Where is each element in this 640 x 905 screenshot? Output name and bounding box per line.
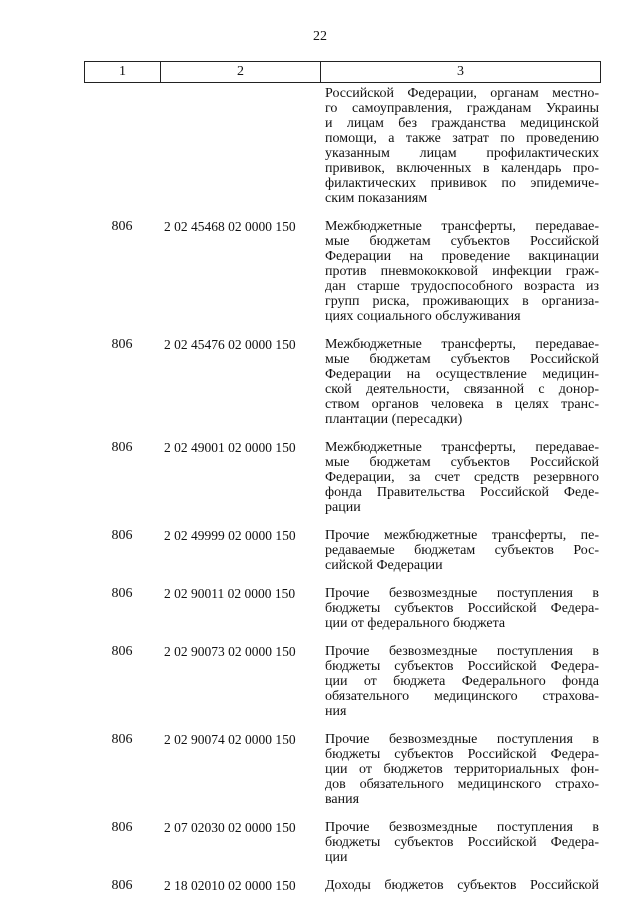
description-cell xyxy=(320,732,601,807)
description-cell xyxy=(320,528,601,573)
description-line: Федерации на осуществление медицин- xyxy=(325,367,599,382)
kbk-cell: 2 02 90011 02 0000 150 xyxy=(164,586,296,601)
description-line: групп риска, проживающих в организа- xyxy=(325,294,599,309)
table-row xyxy=(84,732,601,807)
description-line: ским показаниям xyxy=(325,191,428,206)
description-cell xyxy=(320,440,601,515)
table-row xyxy=(84,528,601,573)
description-cell xyxy=(320,820,601,865)
description-line: Федерации на проведение вакцинации xyxy=(325,249,599,264)
kbk-cell xyxy=(160,86,320,206)
description-line: Федерации, за счет средств резервного xyxy=(325,470,599,485)
description-line: бюджеты субъектов Российской Федера- xyxy=(325,601,599,616)
description-cell xyxy=(320,586,601,631)
header-col-3: 3 xyxy=(457,64,464,79)
description-line: ством органов человека в целях транс- xyxy=(325,397,599,412)
table-row xyxy=(84,219,601,324)
description-cell xyxy=(320,219,601,324)
description-line: Доходы бюджетов субъектов Российской xyxy=(325,878,599,893)
description-line: Прочие межбюджетные трансферты, пе- xyxy=(325,528,599,543)
kbk-cell: 2 07 02030 02 0000 150 xyxy=(164,820,296,835)
description-line: редаваемые бюджетам субъектов Рос- xyxy=(325,543,599,558)
admin-code-cell: 806 xyxy=(111,528,133,543)
description-line: ции от бюджетов территориальных фон- xyxy=(325,762,599,777)
kbk-cell: 2 02 49001 02 0000 150 xyxy=(164,440,296,455)
description-line: прививок, включенных в календарь про- xyxy=(325,161,599,176)
description-line: Российской Федерации, органам местно- xyxy=(325,86,599,101)
description-line: ции от федерального бюджета xyxy=(325,616,506,631)
table-row xyxy=(84,644,601,719)
description-line: бюджеты субъектов Российской Федера- xyxy=(325,659,599,674)
table-body xyxy=(84,86,601,893)
header-col-2: 2 xyxy=(161,62,321,82)
description-line: Межбюджетные трансферты, передавае- xyxy=(325,440,599,455)
description-line: мые бюджетам субъектов Российской xyxy=(325,352,599,367)
page-number: 22 xyxy=(313,29,327,44)
table-row xyxy=(84,337,601,427)
description-line: фонда Правительства Российской Феде- xyxy=(325,485,599,500)
description-line: указанным лицам профилактических xyxy=(325,146,599,161)
description-line: ции xyxy=(325,850,348,865)
description-cell xyxy=(320,878,601,893)
description-cell xyxy=(320,644,601,719)
description-line: Межбюджетные трансферты, передавае- xyxy=(325,219,599,234)
table-row xyxy=(84,586,601,631)
description-line: мые бюджетам субъектов Российской xyxy=(325,455,599,470)
kbk-cell: 2 02 45468 02 0000 150 xyxy=(164,219,296,234)
description-line: Межбюджетные трансферты, передавае- xyxy=(325,337,599,352)
admin-code-cell: 806 xyxy=(111,219,133,234)
description-line: ния xyxy=(325,704,347,719)
description-line: дан старше трудоспособного возраста из xyxy=(325,279,599,294)
admin-code-cell: 806 xyxy=(111,337,133,352)
kbk-cell: 2 02 90074 02 0000 150 xyxy=(164,732,296,747)
table-header xyxy=(84,61,601,83)
description-line: дов обязательного медицинского страхо- xyxy=(325,777,599,792)
admin-code-cell: 806 xyxy=(111,644,133,659)
table-row xyxy=(84,820,601,865)
description-line: ской деятельности, связанной с донор- xyxy=(325,382,599,397)
description-line: против пневмококковой инфекции граж- xyxy=(325,264,599,279)
description-line: и лицам без гражданства медицинской xyxy=(325,116,599,131)
admin-code-cell: 806 xyxy=(111,586,133,601)
description-line: мые бюджетам субъектов Российской xyxy=(325,234,599,249)
description-line: бюджеты субъектов Российской Федера- xyxy=(325,835,599,850)
description-line: плантации (пересадки) xyxy=(325,412,463,427)
description-line: филактических прививок по эпидемиче- xyxy=(325,176,599,191)
description-cell xyxy=(320,86,601,206)
admin-code-cell xyxy=(84,86,160,206)
kbk-cell: 2 02 90073 02 0000 150 xyxy=(164,644,296,659)
description-line: циях социального обслуживания xyxy=(325,309,521,324)
table-row xyxy=(84,878,601,893)
kbk-cell: 2 18 02010 02 0000 150 xyxy=(164,878,296,893)
table-row xyxy=(84,440,601,515)
admin-code-cell: 806 xyxy=(111,440,133,455)
description-line: бюджеты субъектов Российской Федера- xyxy=(325,747,599,762)
kbk-cell: 2 02 49999 02 0000 150 xyxy=(164,528,296,543)
kbk-cell: 2 02 45476 02 0000 150 xyxy=(164,337,296,352)
header-col-1: 1 xyxy=(85,62,161,82)
description-line: сийской Федерации xyxy=(325,558,443,573)
description-line: ции от бюджета Федерального фонда xyxy=(325,674,599,689)
description-line: го самоуправления, гражданам Украины xyxy=(325,101,599,116)
admin-code-cell: 806 xyxy=(111,878,133,893)
admin-code-cell: 806 xyxy=(111,820,133,835)
description-cell xyxy=(320,337,601,427)
admin-code-cell: 806 xyxy=(111,732,133,747)
description-line: обязательного медицинского страхова- xyxy=(325,689,599,704)
description-line: Прочие безвозмездные поступления в xyxy=(325,820,599,835)
description-line: Прочие безвозмездные поступления в xyxy=(325,732,599,747)
description-line: Прочие безвозмездные поступления в xyxy=(325,644,599,659)
description-line: Прочие безвозмездные поступления в xyxy=(325,586,599,601)
description-line: вания xyxy=(325,792,360,807)
description-line: рации xyxy=(325,500,361,515)
description-line: помощи, а также затрат по проведению xyxy=(325,131,599,146)
continuation-row xyxy=(84,86,601,206)
